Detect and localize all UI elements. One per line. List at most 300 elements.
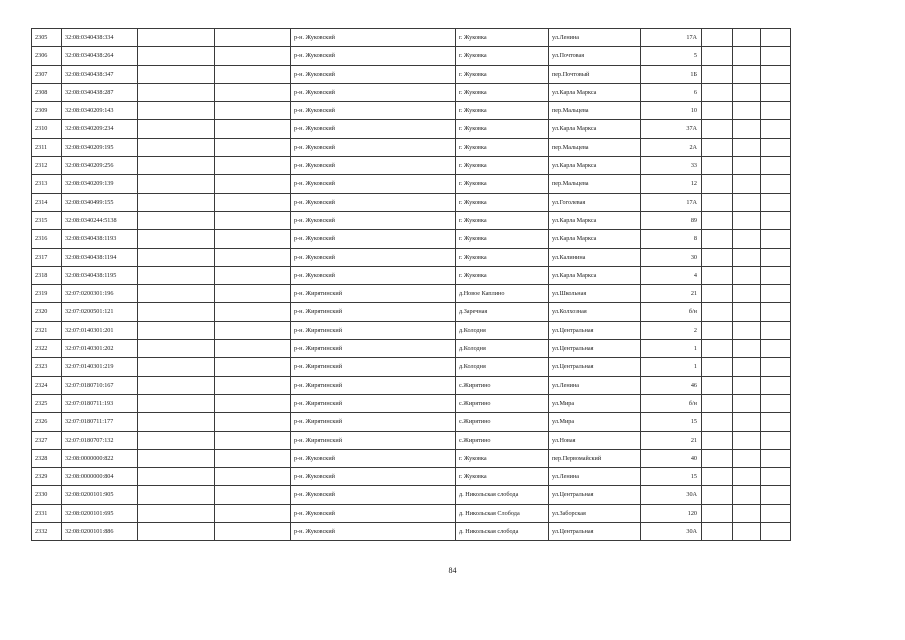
empty-cell <box>702 394 733 412</box>
table-row <box>32 449 791 467</box>
table-row <box>32 65 791 83</box>
street-cell: пер.Первомайский <box>549 449 641 467</box>
empty-cell <box>138 376 215 394</box>
locality-cell: д.Колодня <box>456 358 549 376</box>
street-cell: ул.Центральная <box>549 321 641 339</box>
table-row <box>32 230 791 248</box>
street-cell: ул.Карла Маркса <box>549 266 641 284</box>
row-number-cell: 2323 <box>32 358 62 376</box>
table-row <box>32 523 791 541</box>
empty-cell <box>761 248 791 266</box>
empty-cell <box>702 120 733 138</box>
locality-cell: г. Жуковка <box>456 230 549 248</box>
row-number-cell: 2309 <box>32 102 62 120</box>
empty-cell <box>138 175 215 193</box>
empty-cell <box>761 376 791 394</box>
house-number-cell: 1 <box>641 358 702 376</box>
cadastral-number-cell: 32:08:0200101:905 <box>62 486 138 504</box>
locality-cell: д.Новое Каплино <box>456 285 549 303</box>
district-cell: р-н. Жуковский <box>291 504 456 522</box>
district-cell: р-н. Жуковский <box>291 449 456 467</box>
empty-cell <box>702 285 733 303</box>
house-number-cell: 46 <box>641 376 702 394</box>
locality-cell: г. Жуковка <box>456 83 549 101</box>
cadastral-number-cell: 32:08:0000000:804 <box>62 468 138 486</box>
locality-cell: с.Жирятино <box>456 413 549 431</box>
row-number-cell: 2320 <box>32 303 62 321</box>
locality-cell: г. Жуковка <box>456 29 549 47</box>
row-number-cell: 2328 <box>32 449 62 467</box>
table-row <box>32 120 791 138</box>
empty-cell <box>733 468 761 486</box>
empty-cell <box>215 175 291 193</box>
district-cell: р-н. Жирятинский <box>291 394 456 412</box>
table-row <box>32 29 791 47</box>
empty-cell <box>138 29 215 47</box>
cadastral-number-cell: 32:07:0180710:167 <box>62 376 138 394</box>
cadastral-number-cell: 32:08:0340438:1193 <box>62 230 138 248</box>
locality-cell: г. Жуковка <box>456 65 549 83</box>
empty-cell <box>733 504 761 522</box>
table-row <box>32 47 791 65</box>
empty-cell <box>138 303 215 321</box>
empty-cell <box>733 65 761 83</box>
empty-cell <box>702 449 733 467</box>
street-cell: ул.Центральная <box>549 486 641 504</box>
empty-cell <box>761 340 791 358</box>
district-cell: р-н. Жуковский <box>291 83 456 101</box>
empty-cell <box>215 47 291 65</box>
empty-cell <box>138 468 215 486</box>
empty-cell <box>215 504 291 522</box>
empty-cell <box>215 193 291 211</box>
table-row <box>32 376 791 394</box>
empty-cell <box>138 486 215 504</box>
cadastral-number-cell: 32:08:0200101:695 <box>62 504 138 522</box>
row-number-cell: 2319 <box>32 285 62 303</box>
row-number-cell: 2317 <box>32 248 62 266</box>
district-cell: р-н. Жуковский <box>291 523 456 541</box>
locality-cell: г. Жуковка <box>456 102 549 120</box>
district-cell: р-н. Жирятинский <box>291 285 456 303</box>
row-number-cell: 2315 <box>32 211 62 229</box>
empty-cell <box>138 65 215 83</box>
street-cell: ул.Ленина <box>549 376 641 394</box>
table-row <box>32 486 791 504</box>
empty-cell <box>702 248 733 266</box>
table-row <box>32 102 791 120</box>
street-cell: пер.Мальцева <box>549 175 641 193</box>
street-cell: ул.Калинина <box>549 248 641 266</box>
empty-cell <box>761 468 791 486</box>
row-number-cell: 2305 <box>32 29 62 47</box>
district-cell: р-н. Жирятинский <box>291 431 456 449</box>
cadastral-number-cell: 32:08:0340209:234 <box>62 120 138 138</box>
empty-cell <box>733 523 761 541</box>
empty-cell <box>733 83 761 101</box>
cadastral-number-cell: 32:08:0340499:155 <box>62 193 138 211</box>
row-number-cell: 2316 <box>32 230 62 248</box>
empty-cell <box>761 266 791 284</box>
table-row <box>32 211 791 229</box>
cadastral-number-cell: 32:07:0200301:196 <box>62 285 138 303</box>
empty-cell <box>138 449 215 467</box>
cadastral-number-cell: 32:07:0140301:202 <box>62 340 138 358</box>
row-number-cell: 2306 <box>32 47 62 65</box>
house-number-cell: 17А <box>641 193 702 211</box>
empty-cell <box>702 157 733 175</box>
empty-cell <box>215 211 291 229</box>
empty-cell <box>761 431 791 449</box>
row-number-cell: 2313 <box>32 175 62 193</box>
table-row <box>32 413 791 431</box>
empty-cell <box>138 120 215 138</box>
house-number-cell: 15 <box>641 468 702 486</box>
street-cell: ул.Карла Маркса <box>549 230 641 248</box>
empty-cell <box>733 266 761 284</box>
empty-cell <box>733 157 761 175</box>
locality-cell: г. Жуковка <box>456 468 549 486</box>
district-cell: р-н. Жирятинский <box>291 376 456 394</box>
empty-cell <box>733 47 761 65</box>
cadastral-number-cell: 32:08:0340438:347 <box>62 65 138 83</box>
empty-cell <box>138 157 215 175</box>
row-number-cell: 2312 <box>32 157 62 175</box>
empty-cell <box>733 248 761 266</box>
empty-cell <box>733 358 761 376</box>
empty-cell <box>702 83 733 101</box>
district-cell: р-н. Жуковский <box>291 230 456 248</box>
empty-cell <box>761 193 791 211</box>
house-number-cell: б/н <box>641 394 702 412</box>
empty-cell <box>761 102 791 120</box>
empty-cell <box>215 303 291 321</box>
empty-cell <box>733 120 761 138</box>
street-cell: ул.Почтовая <box>549 47 641 65</box>
cadastral-number-cell: 32:07:0180711:193 <box>62 394 138 412</box>
empty-cell <box>138 193 215 211</box>
cadastral-number-cell: 32:07:0140301:219 <box>62 358 138 376</box>
cadastral-number-cell: 32:08:0340438:264 <box>62 47 138 65</box>
district-cell: р-н. Жуковский <box>291 102 456 120</box>
district-cell: р-н. Жуковский <box>291 486 456 504</box>
row-number-cell: 2321 <box>32 321 62 339</box>
cadastral-number-cell: 32:08:0340438:287 <box>62 83 138 101</box>
house-number-cell: 30А <box>641 523 702 541</box>
table-row <box>32 394 791 412</box>
locality-cell: д.Колодня <box>456 321 549 339</box>
empty-cell <box>702 523 733 541</box>
empty-cell <box>761 358 791 376</box>
district-cell: р-н. Жирятинский <box>291 303 456 321</box>
row-number-cell: 2322 <box>32 340 62 358</box>
empty-cell <box>761 175 791 193</box>
empty-cell <box>215 449 291 467</box>
empty-cell <box>215 523 291 541</box>
empty-cell <box>215 29 291 47</box>
empty-cell <box>733 413 761 431</box>
empty-cell <box>215 358 291 376</box>
cadastral-number-cell: 32:08:0200101:886 <box>62 523 138 541</box>
empty-cell <box>733 211 761 229</box>
district-cell: р-н. Жирятинский <box>291 413 456 431</box>
empty-cell <box>702 340 733 358</box>
empty-cell <box>215 102 291 120</box>
empty-cell <box>761 138 791 156</box>
empty-cell <box>733 102 761 120</box>
house-number-cell: 2А <box>641 138 702 156</box>
table-row <box>32 468 791 486</box>
cadastral-number-cell: 32:08:0340244:5138 <box>62 211 138 229</box>
locality-cell: д. Никольская слобода <box>456 486 549 504</box>
empty-cell <box>138 321 215 339</box>
empty-cell <box>702 321 733 339</box>
house-number-cell: 21 <box>641 431 702 449</box>
locality-cell: г. Жуковка <box>456 138 549 156</box>
empty-cell <box>138 83 215 101</box>
district-cell: р-н. Жирятинский <box>291 340 456 358</box>
locality-cell: г. Жуковка <box>456 193 549 211</box>
cadastral-number-cell: 32:08:0000000:822 <box>62 449 138 467</box>
empty-cell <box>702 175 733 193</box>
empty-cell <box>215 83 291 101</box>
house-number-cell: 120 <box>641 504 702 522</box>
street-cell: ул.Новая <box>549 431 641 449</box>
empty-cell <box>761 486 791 504</box>
empty-cell <box>733 376 761 394</box>
empty-cell <box>761 230 791 248</box>
empty-cell <box>702 266 733 284</box>
row-number-cell: 2329 <box>32 468 62 486</box>
table-row <box>32 138 791 156</box>
empty-cell <box>702 47 733 65</box>
house-number-cell: 33 <box>641 157 702 175</box>
table-row <box>32 266 791 284</box>
empty-cell <box>702 193 733 211</box>
cadastral-number-cell: 32:07:0200501:121 <box>62 303 138 321</box>
house-number-cell: 12 <box>641 175 702 193</box>
district-cell: р-н. Жирятинский <box>291 321 456 339</box>
empty-cell <box>702 138 733 156</box>
empty-cell <box>215 248 291 266</box>
street-cell: ул.Заборская <box>549 504 641 522</box>
row-number-cell: 2318 <box>32 266 62 284</box>
locality-cell: г. Жуковка <box>456 47 549 65</box>
empty-cell <box>215 230 291 248</box>
locality-cell: г. Жуковка <box>456 175 549 193</box>
row-number-cell: 2331 <box>32 504 62 522</box>
district-cell: р-н. Жирятинский <box>291 358 456 376</box>
district-cell: р-н. Жуковский <box>291 138 456 156</box>
empty-cell <box>733 285 761 303</box>
locality-cell: г. Жуковка <box>456 248 549 266</box>
cadastral-number-cell: 32:08:0340438:1195 <box>62 266 138 284</box>
table-row <box>32 340 791 358</box>
locality-cell: г. Жуковка <box>456 157 549 175</box>
street-cell: ул.Гоголевая <box>549 193 641 211</box>
locality-cell: г. Жуковка <box>456 449 549 467</box>
street-cell: ул.Ленина <box>549 468 641 486</box>
empty-cell <box>702 486 733 504</box>
empty-cell <box>138 138 215 156</box>
empty-cell <box>761 523 791 541</box>
row-number-cell: 2327 <box>32 431 62 449</box>
street-cell: ул.Карла Маркса <box>549 211 641 229</box>
empty-cell <box>733 29 761 47</box>
locality-cell: г. Жуковка <box>456 266 549 284</box>
row-number-cell: 2308 <box>32 83 62 101</box>
street-cell: ул.Центральная <box>549 358 641 376</box>
house-number-cell: 1 <box>641 340 702 358</box>
locality-cell: д.Заречная <box>456 303 549 321</box>
street-cell: ул.Мира <box>549 413 641 431</box>
cadastral-number-cell: 32:08:0340209:143 <box>62 102 138 120</box>
table-row <box>32 303 791 321</box>
table-row <box>32 358 791 376</box>
empty-cell <box>215 468 291 486</box>
empty-cell <box>215 413 291 431</box>
empty-cell <box>215 486 291 504</box>
empty-cell <box>138 394 215 412</box>
locality-cell: д.Колодня <box>456 340 549 358</box>
house-number-cell: 89 <box>641 211 702 229</box>
empty-cell <box>138 340 215 358</box>
street-cell: ул.Школьная <box>549 285 641 303</box>
empty-cell <box>138 266 215 284</box>
empty-cell <box>733 321 761 339</box>
empty-cell <box>215 340 291 358</box>
empty-cell <box>215 65 291 83</box>
locality-cell: г. Жуковка <box>456 211 549 229</box>
house-number-cell: 30А <box>641 486 702 504</box>
empty-cell <box>761 47 791 65</box>
empty-cell <box>138 102 215 120</box>
locality-cell: с.Жирятино <box>456 394 549 412</box>
empty-cell <box>138 230 215 248</box>
district-cell: р-н. Жуковский <box>291 175 456 193</box>
table-row <box>32 83 791 101</box>
empty-cell <box>761 65 791 83</box>
locality-cell: с.Жирятино <box>456 431 549 449</box>
district-cell: р-н. Жуковский <box>291 468 456 486</box>
row-number-cell: 2311 <box>32 138 62 156</box>
empty-cell <box>138 413 215 431</box>
table-row <box>32 175 791 193</box>
street-cell: ул.Ленина <box>549 29 641 47</box>
house-number-cell: 4 <box>641 266 702 284</box>
table-row <box>32 285 791 303</box>
empty-cell <box>733 486 761 504</box>
house-number-cell: 30 <box>641 248 702 266</box>
empty-cell <box>138 248 215 266</box>
empty-cell <box>761 29 791 47</box>
table-row <box>32 321 791 339</box>
cadastral-number-cell: 32:08:0340209:256 <box>62 157 138 175</box>
house-number-cell: 15 <box>641 413 702 431</box>
empty-cell <box>702 211 733 229</box>
empty-cell <box>215 321 291 339</box>
locality-cell: г. Жуковка <box>456 120 549 138</box>
district-cell: р-н. Жуковский <box>291 266 456 284</box>
empty-cell <box>138 431 215 449</box>
row-number-cell: 2326 <box>32 413 62 431</box>
empty-cell <box>215 266 291 284</box>
empty-cell <box>733 431 761 449</box>
row-number-cell: 2307 <box>32 65 62 83</box>
table-row <box>32 504 791 522</box>
registry-table <box>31 28 791 541</box>
empty-cell <box>761 83 791 101</box>
empty-cell <box>215 138 291 156</box>
empty-cell <box>761 449 791 467</box>
house-number-cell: 8 <box>641 230 702 248</box>
empty-cell <box>215 120 291 138</box>
house-number-cell: 40 <box>641 449 702 467</box>
table-row <box>32 248 791 266</box>
district-cell: р-н. Жуковский <box>291 157 456 175</box>
district-cell: р-н. Жуковский <box>291 193 456 211</box>
district-cell: р-н. Жуковский <box>291 120 456 138</box>
row-number-cell: 2325 <box>32 394 62 412</box>
district-cell: р-н. Жуковский <box>291 248 456 266</box>
empty-cell <box>702 504 733 522</box>
empty-cell <box>702 431 733 449</box>
empty-cell <box>138 47 215 65</box>
empty-cell <box>702 376 733 394</box>
house-number-cell: 10 <box>641 102 702 120</box>
empty-cell <box>761 285 791 303</box>
empty-cell <box>761 120 791 138</box>
district-cell: р-н. Жуковский <box>291 47 456 65</box>
cadastral-number-cell: 32:08:0340438:334 <box>62 29 138 47</box>
empty-cell <box>138 211 215 229</box>
empty-cell <box>761 321 791 339</box>
empty-cell <box>702 303 733 321</box>
row-number-cell: 2330 <box>32 486 62 504</box>
empty-cell <box>733 175 761 193</box>
empty-cell <box>733 340 761 358</box>
house-number-cell: 5 <box>641 47 702 65</box>
table-row <box>32 157 791 175</box>
empty-cell <box>702 102 733 120</box>
district-cell: р-н. Жуковский <box>291 29 456 47</box>
table-body <box>32 29 791 541</box>
street-cell: ул.Центральная <box>549 340 641 358</box>
house-number-cell: 17А <box>641 29 702 47</box>
cadastral-number-cell: 32:07:0140301:201 <box>62 321 138 339</box>
empty-cell <box>761 157 791 175</box>
empty-cell <box>215 431 291 449</box>
empty-cell <box>138 285 215 303</box>
street-cell: ул.Карла Маркса <box>549 83 641 101</box>
empty-cell <box>215 285 291 303</box>
empty-cell <box>761 211 791 229</box>
district-cell: р-н. Жуковский <box>291 65 456 83</box>
empty-cell <box>138 504 215 522</box>
empty-cell <box>138 523 215 541</box>
empty-cell <box>702 358 733 376</box>
street-cell: ул.Карла Маркса <box>549 120 641 138</box>
cadastral-number-cell: 32:08:0340438:1194 <box>62 248 138 266</box>
empty-cell <box>761 413 791 431</box>
empty-cell <box>761 394 791 412</box>
empty-cell <box>702 413 733 431</box>
empty-cell <box>702 468 733 486</box>
house-number-cell: 21 <box>641 285 702 303</box>
empty-cell <box>733 303 761 321</box>
street-cell: ул.Мира <box>549 394 641 412</box>
empty-cell <box>215 394 291 412</box>
